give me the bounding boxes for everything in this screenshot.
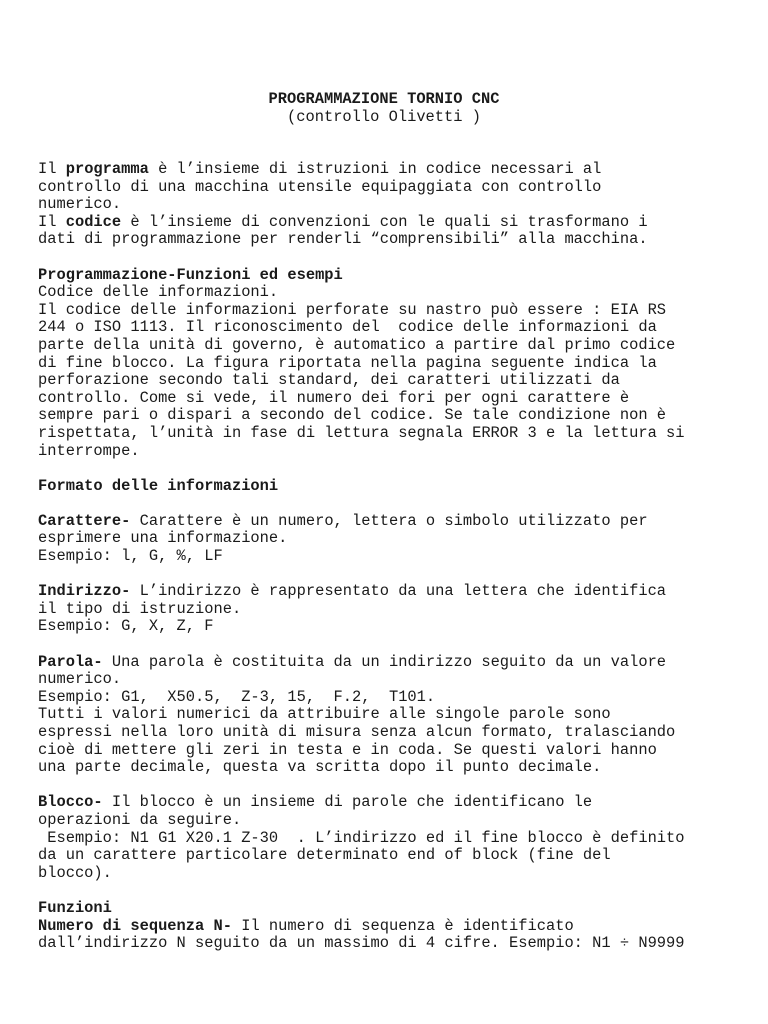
- body-line: controllo. Come si vede, il numero dei fori per ogni carattere è: [38, 388, 630, 407]
- term-indirizzo: Indirizzo-: [38, 582, 131, 601]
- definition-line: una parte decimale, questa va scritta dopo il punto decimale.: [38, 758, 602, 777]
- spacer: [38, 460, 753, 478]
- body-line: rispettata, l’unità in fase di lettura segnala ERROR 3 e la lettura si: [38, 423, 685, 442]
- definition-line: espressi nella loro unità di misura senza alcun formato, tralasciando: [38, 723, 676, 741]
- term-carattere: Carattere-: [38, 511, 131, 530]
- definition-line: operazioni da seguire.: [38, 810, 242, 829]
- intro-paragraph: [38, 161, 753, 249]
- body-line: interrompe.: [38, 441, 140, 460]
- definition-carattere: [38, 513, 753, 566]
- section-funzioni-esempi: [38, 267, 753, 461]
- section-funzioni: [38, 900, 753, 953]
- intro-text: Il: [38, 212, 66, 231]
- body-line: Codice delle informazioni.: [38, 283, 279, 302]
- section-heading: Programmazione-Funzioni ed esempi: [38, 265, 343, 284]
- term-blocco: Blocco-: [38, 793, 103, 812]
- term-codice: codice: [65, 212, 122, 231]
- document-body: [38, 161, 753, 953]
- definition-line: cioè di mettere gli zeri in testa e in coda. Se questi valori hanno: [38, 740, 657, 759]
- definition-text: Carattere è un numero, lettera o simbolo utilizzato per: [130, 511, 648, 530]
- section-heading: Funzioni: [38, 898, 112, 917]
- example-line: Esempio: N1 G1 X20.1 Z-30 . L’indirizzo ed il fine blocco è definito: [38, 828, 685, 847]
- definition-line: blocco).: [38, 863, 112, 882]
- example-line: Esempio: l, G, %, LF: [38, 547, 223, 566]
- definition-line: [38, 794, 753, 812]
- definition-line: il tipo di istruzione.: [38, 599, 242, 618]
- spacer: [38, 566, 753, 584]
- intro-line: [38, 214, 753, 232]
- example-line: Esempio: G, X, Z, F: [38, 617, 214, 636]
- intro-line: dati di programmazione per renderli “comprensibili” alla macchina.: [38, 230, 648, 249]
- body-line: perforazione secondo tali standard, dei caratteri utilizzati da: [38, 371, 620, 390]
- intro-text: Il: [38, 160, 66, 178]
- definition-line: da un carattere particolare determinato end of block (fine del: [38, 846, 611, 865]
- definition-line: [38, 583, 753, 601]
- definition-line: [38, 654, 753, 672]
- body-line: di fine blocco. La figura riportata nella pagina seguente indica la: [38, 353, 657, 372]
- spacer: [38, 249, 753, 267]
- spacer: [38, 636, 753, 654]
- definition-text: L’indirizzo è rappresentato da una lettera che identifica: [130, 582, 667, 601]
- spacer: [38, 777, 753, 795]
- body-line: sempre pari o dispari a secondo del codice. Se tale condizione non è: [38, 406, 667, 425]
- intro-line: [38, 161, 753, 179]
- definition-line: Tutti i valori numerici da attribuire alle singole parole sono: [38, 705, 611, 724]
- definition-text: Il numero di sequenza è identificato: [231, 916, 574, 935]
- intro-text: è l’insieme di convenzioni con le quali si trasformano i: [121, 212, 648, 231]
- title-block: [0, 91, 768, 126]
- spacer: [38, 495, 753, 513]
- body-line: parte della unità di governo, è automatico a partire dal primo codice: [38, 335, 676, 354]
- term-programma: programma: [65, 160, 149, 178]
- section-heading: Formato delle informazioni: [38, 476, 279, 495]
- definition-line: [38, 513, 753, 531]
- example-line: Esempio: G1, X50.5, Z-3, 15, F.2, T101.: [38, 687, 436, 706]
- intro-text: è l’insieme di istruzioni in codice necessari al: [148, 160, 602, 178]
- definition-line: dall’indirizzo N seguito da un massimo di 4 cifre. Esempio: N1 ÷ N9999: [38, 934, 685, 953]
- definition-parola: [38, 654, 753, 777]
- definition-line: [38, 918, 753, 936]
- term-parola: Parola-: [38, 652, 103, 671]
- intro-line: controllo di una macchina utensile equipaggiata con controllo: [38, 177, 602, 196]
- page-subtitle: (controllo Olivetti ): [287, 107, 481, 126]
- definition-text: Una parola è costituita da un indirizzo seguito da un valore: [102, 652, 667, 671]
- body-line: 244 o ISO 1113. Il riconoscimento del codice delle informazioni da: [38, 318, 657, 337]
- body-line: Il codice delle informazioni perforate su nastro può essere : EIA RS: [38, 300, 667, 319]
- intro-line: numerico.: [38, 195, 122, 214]
- definition-indirizzo: [38, 583, 753, 636]
- definition-line: numerico.: [38, 670, 122, 689]
- spacer: [38, 882, 753, 900]
- term-numero-sequenza: Numero di sequenza N-: [38, 916, 232, 935]
- definition-text: Il blocco è un insieme di parole che identificano le: [102, 793, 593, 812]
- definition-blocco: [38, 794, 753, 882]
- page-title: PROGRAMMAZIONE TORNIO CNC: [268, 90, 500, 108]
- definition-line: esprimere una informazione.: [38, 529, 288, 548]
